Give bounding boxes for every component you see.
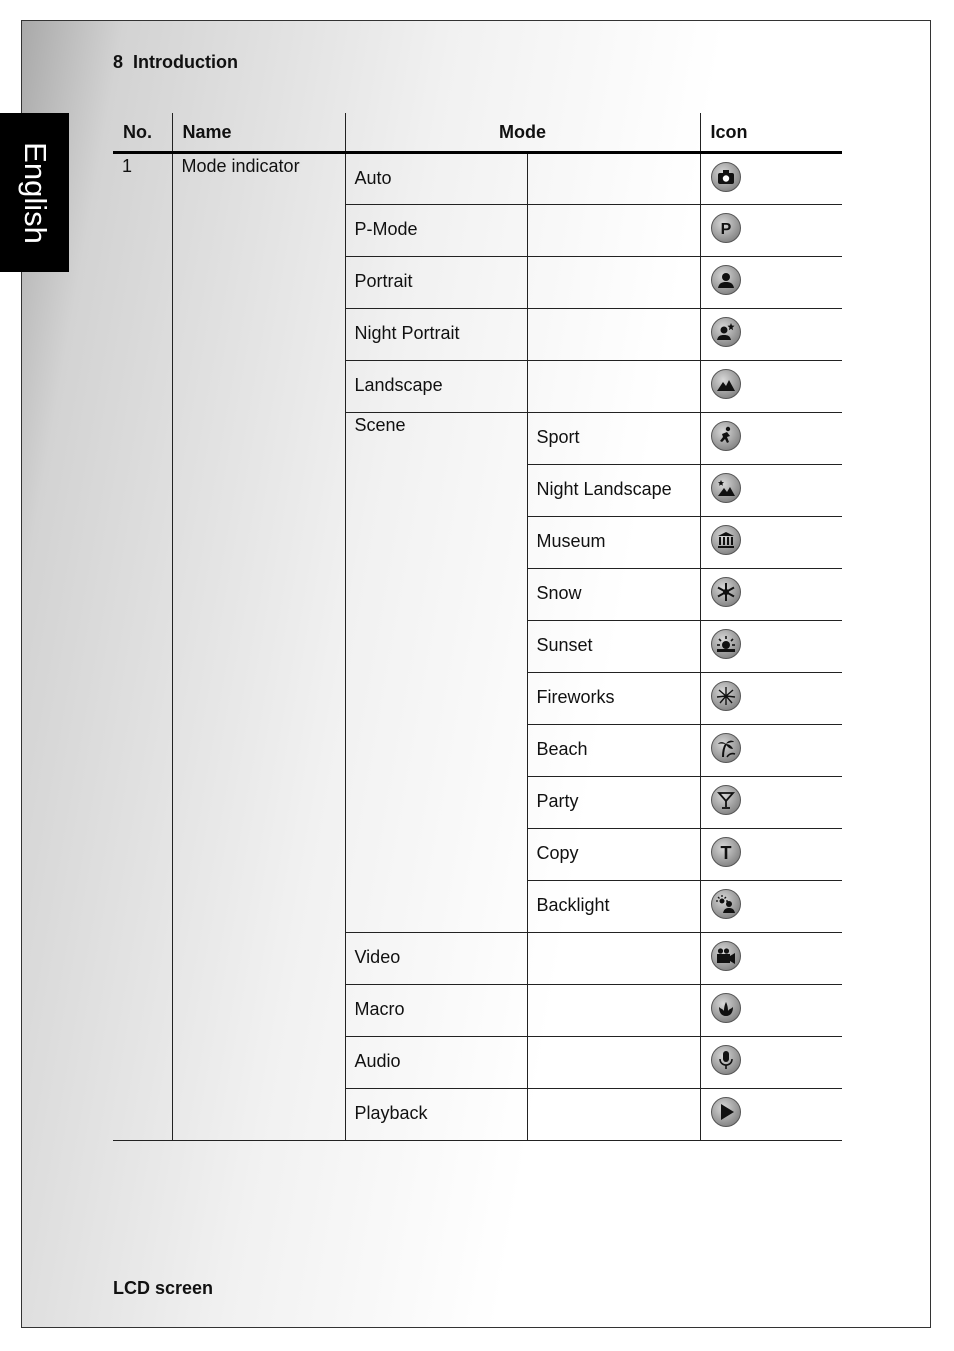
header-no: No. (113, 113, 172, 153)
icon-cell (700, 933, 842, 985)
night-landscape-icon (711, 473, 741, 503)
svg-text:T: T (720, 843, 731, 863)
svg-text:P: P (720, 221, 731, 238)
scene-mode-name: Party (527, 777, 700, 829)
camera-icon (711, 162, 741, 192)
mode-name: Auto (345, 153, 527, 205)
section-title: LCD screen (113, 1278, 214, 1298)
submode-empty (527, 933, 700, 985)
submode-empty (527, 1037, 700, 1089)
submode-empty (527, 257, 700, 309)
mode-name: Playback (345, 1089, 527, 1141)
fireworks-icon (711, 681, 741, 711)
p-mode-icon (711, 213, 741, 243)
scene-mode-name: Copy (527, 829, 700, 881)
mode-name-scene: Scene (345, 413, 527, 933)
icon-cell (700, 205, 842, 257)
scene-mode-name: Fireworks (527, 673, 700, 725)
mode-name: Audio (345, 1037, 527, 1089)
backlight-icon (711, 889, 741, 919)
party-icon (711, 785, 741, 815)
mode-name: Night Portrait (345, 309, 527, 361)
scene-mode-name: Backlight (527, 881, 700, 933)
page-header: 8 Introduction (113, 52, 238, 72)
table-row (113, 153, 842, 205)
submode-empty (527, 205, 700, 257)
icon-cell (700, 517, 842, 569)
table-header-row (113, 113, 842, 153)
mode-name: P-Mode (345, 205, 527, 257)
icon-cell (700, 1037, 842, 1089)
submode-empty (527, 361, 700, 413)
icon-cell (700, 985, 842, 1037)
item-number: 1 (113, 153, 172, 1141)
portrait-icon (711, 265, 741, 295)
language-tab (0, 113, 69, 272)
scene-mode-name: Sunset (527, 621, 700, 673)
icon-cell (700, 361, 842, 413)
header-mode: Mode (345, 113, 700, 153)
macro-icon (711, 993, 741, 1023)
header-name: Name (172, 113, 345, 153)
scene-mode-name: Night Landscape (527, 465, 700, 517)
icon-cell (700, 465, 842, 517)
mode-name: Portrait (345, 257, 527, 309)
scene-mode-name: Sport (527, 413, 700, 465)
icon-cell (700, 829, 842, 881)
submode-empty (527, 1089, 700, 1141)
scene-mode-name: Beach (527, 725, 700, 777)
scene-mode-name: Snow (527, 569, 700, 621)
icon-cell (700, 153, 842, 205)
mode-name: Macro (345, 985, 527, 1037)
sport-icon (711, 421, 741, 451)
landscape-icon (711, 369, 741, 399)
submode-empty (527, 309, 700, 361)
icon-cell (700, 569, 842, 621)
icon-cell (700, 1089, 842, 1141)
icon-cell (700, 413, 842, 465)
sunset-icon (711, 629, 741, 659)
beach-icon (711, 733, 741, 763)
copy-icon (711, 837, 741, 867)
submode-empty (527, 153, 700, 205)
museum-icon (711, 525, 741, 555)
submode-empty (527, 985, 700, 1037)
icon-cell (700, 881, 842, 933)
mode-name: Video (345, 933, 527, 985)
icon-cell (700, 257, 842, 309)
icon-cell (700, 673, 842, 725)
snow-icon (711, 577, 741, 607)
scene-mode-name: Museum (527, 517, 700, 569)
icon-cell (700, 777, 842, 829)
mode-table (113, 113, 842, 1141)
language-tab-label: English (17, 141, 53, 244)
playback-icon (711, 1097, 741, 1127)
item-name: Mode indicator (172, 153, 345, 1141)
audio-icon (711, 1045, 741, 1075)
icon-cell (700, 725, 842, 777)
icon-cell (700, 621, 842, 673)
video-icon (711, 941, 741, 971)
night-portrait-icon (711, 317, 741, 347)
mode-name: Landscape (345, 361, 527, 413)
icon-cell (700, 309, 842, 361)
header-icon: Icon (700, 113, 842, 153)
